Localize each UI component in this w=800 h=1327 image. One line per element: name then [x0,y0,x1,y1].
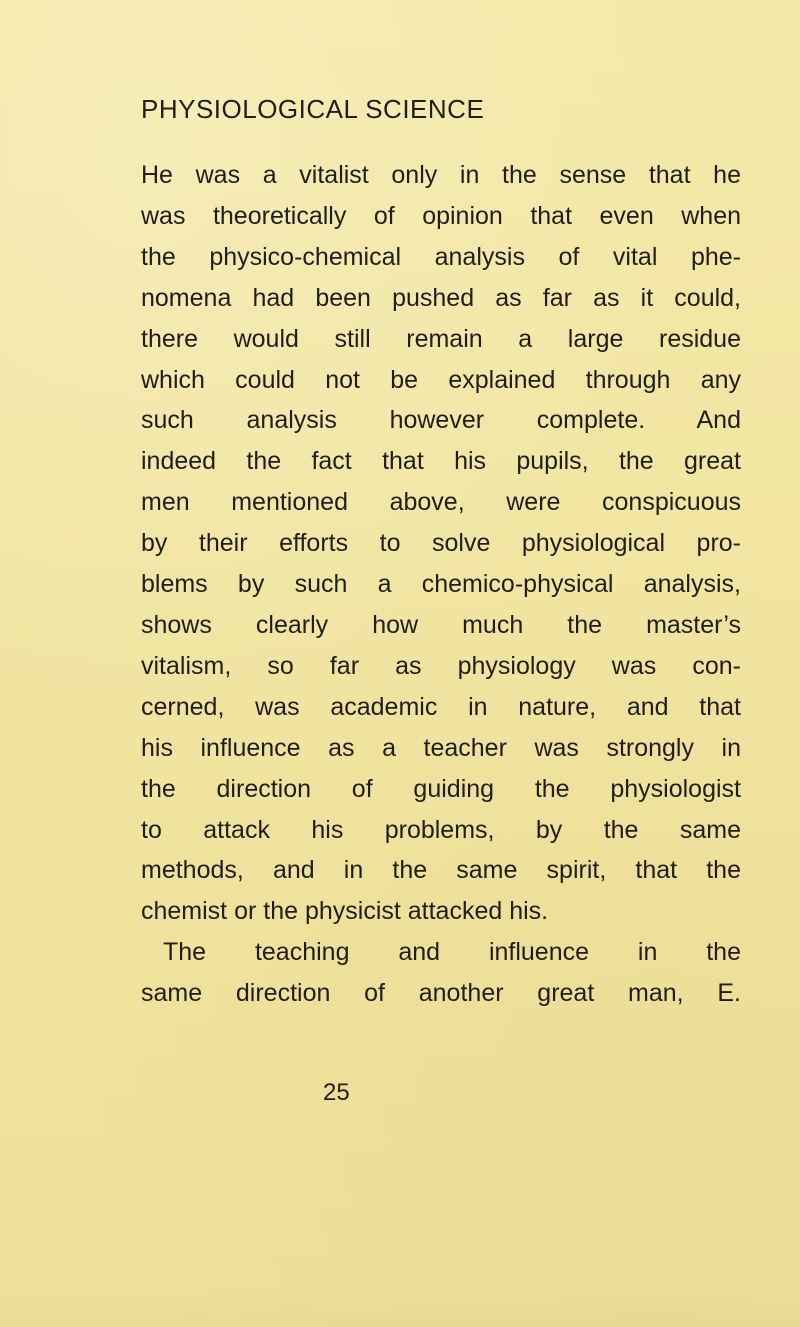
text-line-10: by their efforts to solve physiological pro- [141,529,741,558]
text-line-5: there would still remain a large residue [141,324,741,353]
text-line-16: the direction of guiding the physiologist [141,774,741,803]
text-line-20: The teaching and influence in the [163,938,741,967]
text-line-3: the physico-chemical analysis of vital phe- [141,242,741,271]
page-bottom-edge [0,1289,800,1327]
text-line-9: men mentioned above, were conspicuous [141,488,741,517]
text-line-17: to attack his problems, by the same [141,815,741,844]
text-line-15: his influence as a teacher was strongly in [141,733,741,762]
text-line-14: cerned, was academic in nature, and that [141,692,741,721]
text-line-2: was theoretically of opinion that even when [141,201,741,230]
body-text [141,155,741,1014]
text-line-4: nomena had been pushed as far as it could, [141,283,741,312]
text-line-1: He was a vitalist only in the sense that he [141,161,741,189]
text-line-6: which could not be explained through any [141,365,741,394]
running-header: PHYSIOLOGICAL SCIENCE [141,94,485,124]
text-line-11: blems by such a chemico-physical analysis, [141,570,741,599]
page-number: 25 [323,1079,350,1106]
text-line-13: vitalism, so far as physiology was con- [141,651,741,680]
text-line-21: same direction of another great man, E. [141,979,741,1008]
text-line-7: such analysis however complete. And [141,406,741,435]
text-line-8: indeed the fact that his pupils, the great [141,447,741,476]
text-line-18: methods, and in the same spirit, that the [141,856,741,885]
text-line-12: shows clearly how much the master’s [141,610,741,639]
text-line-19: chemist or the physicist attacked his. [141,897,549,926]
